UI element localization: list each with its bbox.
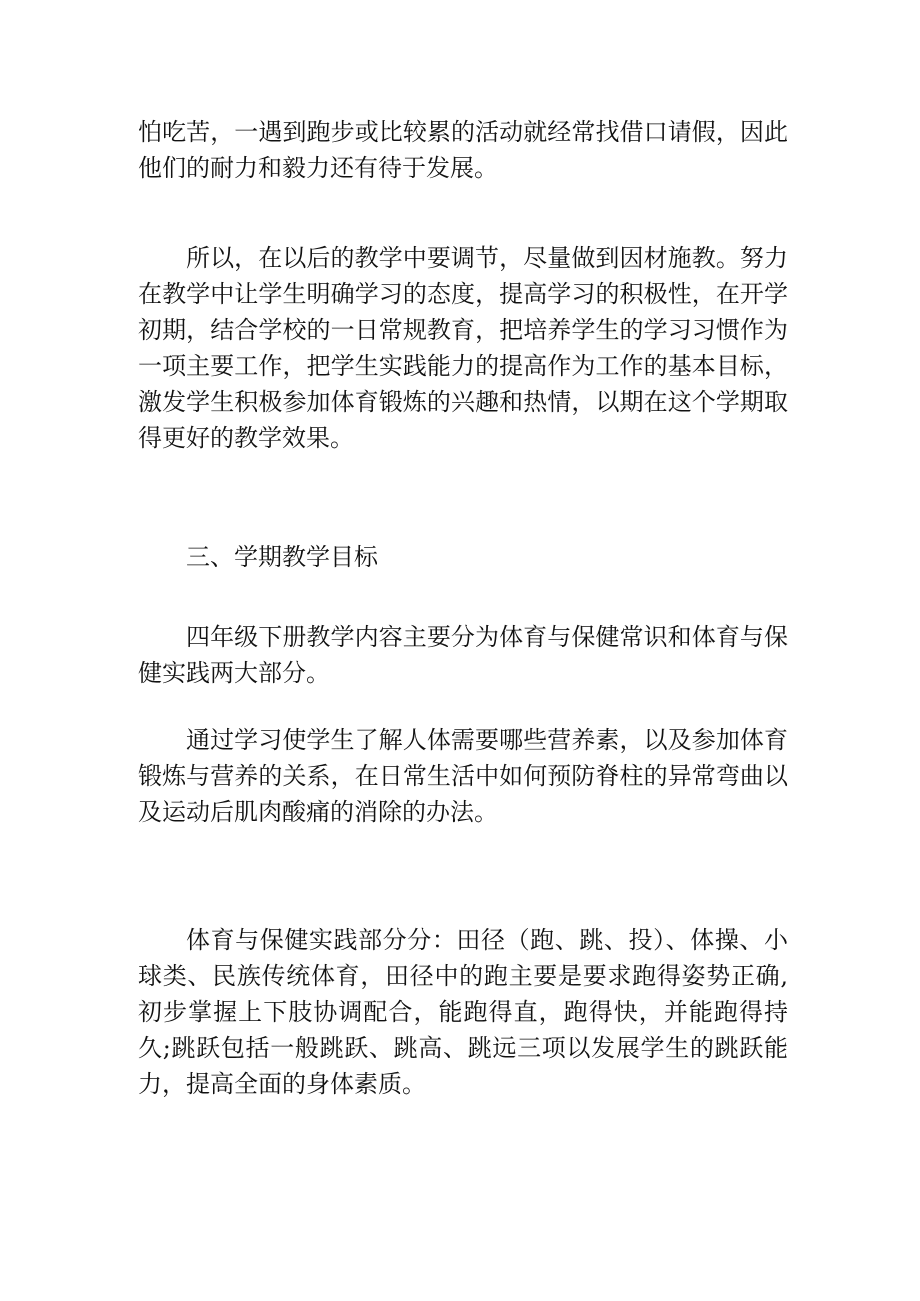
paragraph-continuation: 怕吃苦，一遇到跑步或比较累的活动就经常找借口请假，因此他们的耐力和毅力还有待于发展。	[138, 118, 788, 182]
paragraph-content-overview: 四年级下册教学内容主要分为体育与保健常识和体育与保健实践两大部分。	[138, 623, 788, 687]
paragraph-teaching-approach: 所以，在以后的教学中要调节，尽量做到因材施教。努力在教学中让学生明确学习的态度，提高学习的积极性，在开学初期，结合学校的一日常规教育，把培养学生的学习习惯作为一项主要工作，把学生实践能力的提高作为工作的基本目标，激发学生积极参加体育锻炼的兴趣和热情，以期在这个学期取得更好的教学效果。	[138, 244, 788, 452]
paragraph-health-knowledge: 通过学习使学生了解人体需要哪些营养素，以及参加体育锻炼与营养的关系，在日常生活中如何预防脊柱的异常弯曲以及运动后肌肉酸痛的消除的办法。	[138, 726, 788, 826]
section-heading-semester-goals: 三、学期教学目标	[186, 543, 378, 571]
paragraph-practice-content: 体育与保健实践部分分：田径（跑、跳、投）、体操、小球类、民族传统体育，田径中的跑主要是要求跑得姿势正确,初步掌握上下肢协调配合，能跑得直，跑得快，并能跑得持久;跳跃包括一般跳跃、跳高、跳远三项以发展学生的跳跃能力，提高全面的身体素质。	[138, 926, 788, 1098]
